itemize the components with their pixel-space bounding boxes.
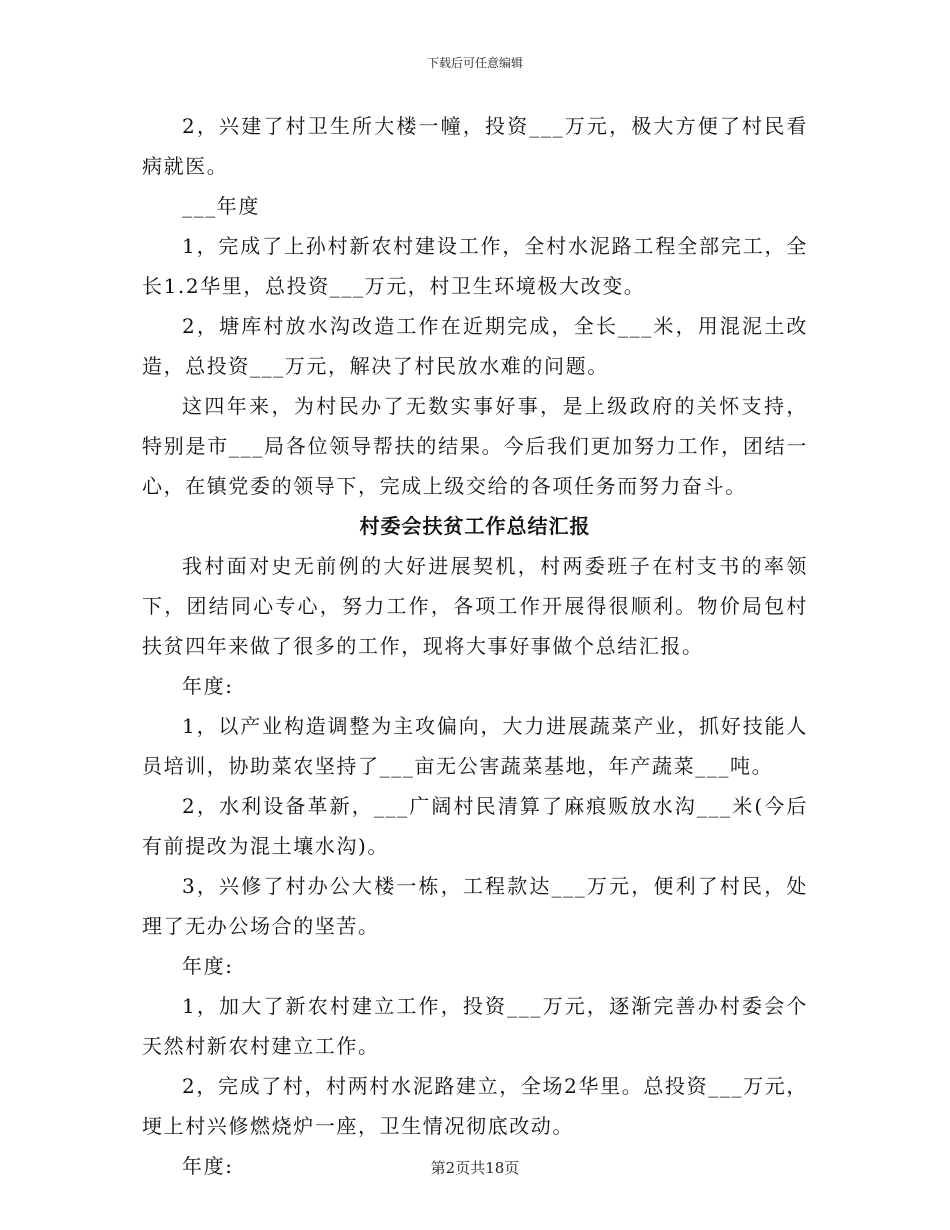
- paragraph-item: 1，加大了新农村建立工作，投资___万元，逐渐完善办村委会个天然村新农村建立工作。: [142, 994, 808, 1058]
- document-body: [142, 106, 808, 1186]
- page-header: 下载后可任意编辑: [426, 56, 523, 70]
- paragraph-item: 2，塘库村放水沟改造工作在近期完成，全长___米，用混泥土改造，总投资___万元，解决了村民放水难的问题。: [142, 314, 808, 378]
- paragraph-item: 2，完成了村，村两村水泥路建立，全场2华里。总投资___万元，埂上村兴修燃烧炉一座，卫生情况彻底改动。: [142, 1074, 808, 1138]
- year-heading: 年度:: [182, 674, 234, 698]
- year-heading: ___年度: [182, 194, 260, 218]
- paragraph-item: 这四年来，为村民办了无数实事好事，是上级政府的关怀支持，特别是市___局各位领导帮扶的结果。今后我们更加努力工作，团结一心，在镇党委的领导下，完成上级交给的各项任务而努力奋斗。: [142, 394, 808, 498]
- paragraph-item: 3，兴修了村办公大楼一栋，工程款达___万元，便利了村民，处理了无办公场合的坚苦。: [142, 874, 808, 938]
- paragraph-item: 1，完成了上孙村新农村建设工作，全村水泥路工程全部完工，全长1.2华里，总投资___万元，村卫生环境极大改变。: [142, 234, 808, 298]
- page-footer: 第2页共18页: [430, 1159, 520, 1177]
- year-heading: 年度:: [182, 954, 234, 978]
- section-title: 村委会扶贫工作总结汇报: [359, 514, 591, 538]
- paragraph-item: 1，以产业构造调整为主攻偏向，大力进展蔬菜产业，抓好技能人员培训，协助菜农坚持了___亩无公害蔬菜基地，年产蔬菜___吨。: [142, 714, 808, 778]
- paragraph-item: 我村面对史无前例的大好进展契机，村两委班子在村支书的率领下，团结同心专心，努力工作，各项工作开展得很顺利。物价局包村扶贫四年来做了很多的工作，现将大事好事做个总结汇报。: [142, 554, 808, 658]
- paragraph-item: 2，兴建了村卫生所大楼一幢，投资___万元，极大方便了村民看病就医。: [142, 114, 808, 178]
- year-heading: 年度:: [182, 1154, 234, 1178]
- paragraph-item: 2，水利设备革新，___广阔村民清算了麻痕贩放水沟___米(今后有前提改为混土壤水沟)。: [142, 794, 808, 858]
